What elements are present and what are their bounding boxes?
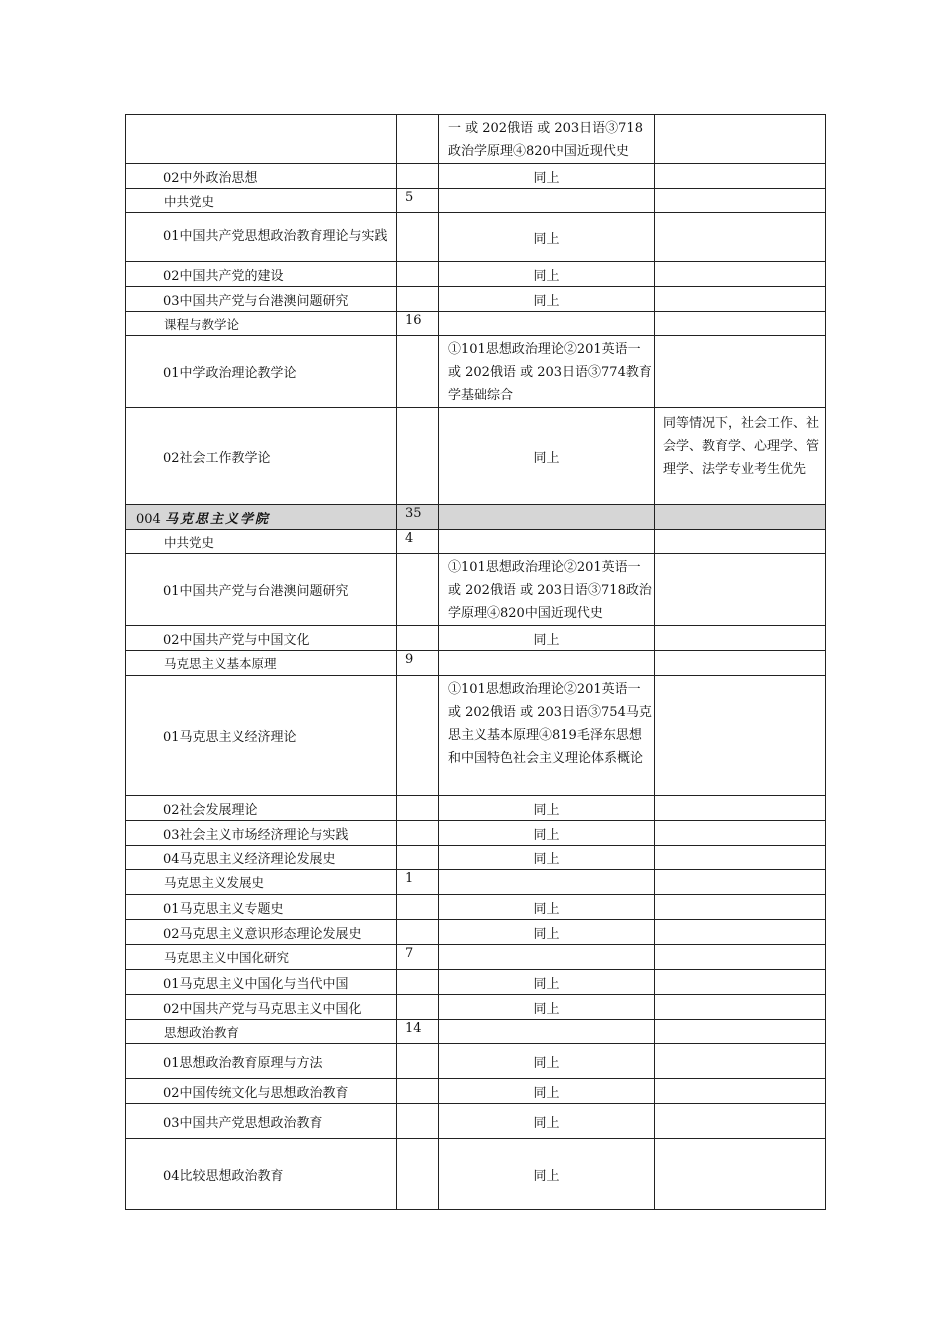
remarks-cell xyxy=(655,1020,826,1044)
exam-subjects-cell xyxy=(439,870,655,895)
exam-subjects-cell: 同上 xyxy=(439,1044,655,1079)
quota-cell: 5 xyxy=(397,189,439,213)
enrollment-table xyxy=(125,114,826,1210)
direction-row xyxy=(126,312,826,336)
remarks-cell xyxy=(655,995,826,1020)
direction-name-cell xyxy=(126,312,397,336)
direction-row xyxy=(126,651,826,676)
quota-cell: 35 xyxy=(397,505,439,530)
table-row xyxy=(126,164,826,189)
table-row xyxy=(126,995,826,1020)
remarks-cell xyxy=(655,164,826,189)
exam-subjects-cell: ①101思想政治理论②201英语一 或 202俄语 或 203日语③754马克思主义基本原理④819毛泽东思想和中国特色社会主义理论体系概论 xyxy=(439,676,655,796)
quota-cell xyxy=(397,164,439,189)
remarks-cell xyxy=(655,895,826,920)
table-row xyxy=(126,287,826,312)
major-name-cell: 02社会发展理论 xyxy=(126,796,397,821)
remarks-cell xyxy=(655,920,826,945)
quota-cell xyxy=(397,287,439,312)
table-row xyxy=(126,821,826,846)
remarks-cell xyxy=(655,554,826,626)
remarks-cell xyxy=(655,213,826,262)
quota-cell xyxy=(397,895,439,920)
exam-subjects-cell: 同上 xyxy=(439,821,655,846)
department-name: 马克思主义学院 xyxy=(164,511,270,527)
table-row xyxy=(126,1104,826,1139)
remarks-cell xyxy=(655,336,826,408)
exam-subjects-cell xyxy=(439,1020,655,1044)
direction-name-cell xyxy=(126,1020,397,1044)
department-row xyxy=(126,505,826,530)
quota-cell xyxy=(397,970,439,995)
quota-cell xyxy=(397,115,439,164)
department-code: 004 xyxy=(136,511,161,527)
exam-subjects-cell: 同上 xyxy=(439,164,655,189)
quota-cell xyxy=(397,796,439,821)
direction-row xyxy=(126,945,826,970)
direction-row xyxy=(126,189,826,213)
exam-subjects-cell xyxy=(439,312,655,336)
major-name-cell: 01中学政治理论教学论 xyxy=(126,336,397,408)
remarks-cell xyxy=(655,626,826,651)
remarks-cell xyxy=(655,115,826,164)
table-row xyxy=(126,408,826,505)
major-name-cell: 01中国共产党思想政治教育理论与实践 xyxy=(126,213,397,262)
quota-cell: 1 xyxy=(397,870,439,895)
quota-cell xyxy=(397,213,439,262)
quota-cell xyxy=(397,995,439,1020)
remarks-cell xyxy=(655,945,826,970)
direction-name: 马克思主义中国化研究 xyxy=(164,950,290,965)
table-body xyxy=(126,115,826,1210)
table-row xyxy=(126,1139,826,1210)
table-row xyxy=(126,554,826,626)
remarks-cell xyxy=(655,287,826,312)
remarks-cell xyxy=(655,505,826,530)
direction-row xyxy=(126,530,826,554)
quota-cell xyxy=(397,554,439,626)
direction-name-cell xyxy=(126,651,397,676)
table-row xyxy=(126,213,826,262)
quota-cell xyxy=(397,1044,439,1079)
exam-subjects-cell: 同上 xyxy=(439,1104,655,1139)
quota-cell xyxy=(397,262,439,287)
exam-subjects-cell: 同上 xyxy=(439,262,655,287)
major-name-cell: 03中国共产党思想政治教育 xyxy=(126,1104,397,1139)
exam-subjects-cell: 同上 xyxy=(439,846,655,870)
direction-name-cell xyxy=(126,945,397,970)
direction-name: 中共党史 xyxy=(164,193,215,209)
major-name-cell: 02社会工作教学论 xyxy=(126,408,397,505)
exam-subjects-cell: 同上 xyxy=(439,213,655,262)
quota-cell xyxy=(397,676,439,796)
remarks-cell xyxy=(655,1079,826,1104)
quota-cell: 14 xyxy=(397,1020,439,1044)
remarks-cell xyxy=(655,530,826,554)
quota-cell: 7 xyxy=(397,945,439,970)
quota-cell xyxy=(397,846,439,870)
major-name-cell: 02中国传统文化与思想政治教育 xyxy=(126,1079,397,1104)
exam-subjects-cell: 同上 xyxy=(439,995,655,1020)
quota-cell: 16 xyxy=(397,312,439,336)
quota-cell xyxy=(397,1139,439,1210)
remarks-cell xyxy=(655,970,826,995)
direction-name-cell xyxy=(126,530,397,554)
remarks-cell xyxy=(655,189,826,213)
remarks-cell xyxy=(655,870,826,895)
direction-row xyxy=(126,1020,826,1044)
major-name-cell xyxy=(126,115,397,164)
direction-name: 马克思主义发展史 xyxy=(164,875,265,890)
direction-name-cell xyxy=(126,870,397,895)
exam-subjects-cell xyxy=(439,945,655,970)
table-row xyxy=(126,1079,826,1104)
exam-subjects-cell xyxy=(439,189,655,213)
major-name-cell: 04比较思想政治教育 xyxy=(126,1139,397,1210)
remarks-cell xyxy=(655,262,826,287)
major-name-cell: 02马克思主义意识形态理论发展史 xyxy=(126,920,397,945)
major-name-cell: 02中国共产党与马克思主义中国化 xyxy=(126,995,397,1020)
remarks-cell: 同等情况下，社会工作、社会学、教育学、心理学、管理学、法学专业考生优先 xyxy=(655,408,826,505)
table-row xyxy=(126,970,826,995)
exam-subjects-cell xyxy=(439,530,655,554)
quota-cell xyxy=(397,336,439,408)
major-name-cell: 03社会主义市场经济理论与实践 xyxy=(126,821,397,846)
remarks-cell xyxy=(655,1104,826,1139)
quota-cell xyxy=(397,1104,439,1139)
direction-name: 课程与教学论 xyxy=(164,316,240,332)
quota-cell xyxy=(397,408,439,505)
exam-subjects-cell: 同上 xyxy=(439,970,655,995)
quota-cell: 9 xyxy=(397,651,439,676)
table-row xyxy=(126,336,826,408)
major-name-cell: 02中国共产党的建设 xyxy=(126,262,397,287)
exam-subjects-cell: 同上 xyxy=(439,895,655,920)
quota-cell xyxy=(397,821,439,846)
exam-subjects-cell xyxy=(439,505,655,530)
direction-row xyxy=(126,870,826,895)
direction-name: 思想政治教育 xyxy=(164,1024,240,1040)
major-name-cell: 01马克思主义专题史 xyxy=(126,895,397,920)
exam-subjects-cell xyxy=(439,651,655,676)
quota-cell xyxy=(397,920,439,945)
exam-subjects-cell: 一 或 202俄语 或 203日语③718政治学原理④820中国近现代史 xyxy=(439,115,655,164)
table-row xyxy=(126,115,826,164)
exam-subjects-cell: 同上 xyxy=(439,920,655,945)
exam-subjects-cell: 同上 xyxy=(439,626,655,651)
exam-subjects-cell: 同上 xyxy=(439,1139,655,1210)
remarks-cell xyxy=(655,1139,826,1210)
table-row xyxy=(126,262,826,287)
exam-subjects-cell: 同上 xyxy=(439,287,655,312)
remarks-cell xyxy=(655,821,826,846)
quota-cell xyxy=(397,626,439,651)
direction-name-cell xyxy=(126,189,397,213)
major-name-cell: 03中国共产党与台港澳问题研究 xyxy=(126,287,397,312)
direction-name: 中共党史 xyxy=(164,534,215,550)
major-name-cell: 02中国共产党与中国文化 xyxy=(126,626,397,651)
major-name-cell: 04马克思主义经济理论发展史 xyxy=(126,846,397,870)
exam-subjects-cell: 同上 xyxy=(439,408,655,505)
table-row xyxy=(126,796,826,821)
exam-subjects-cell: 同上 xyxy=(439,796,655,821)
major-name-cell: 01马克思主义中国化与当代中国 xyxy=(126,970,397,995)
direction-name: 马克思主义基本原理 xyxy=(164,656,277,671)
remarks-cell xyxy=(655,796,826,821)
table-row xyxy=(126,626,826,651)
major-name-cell: 01马克思主义经济理论 xyxy=(126,676,397,796)
remarks-cell xyxy=(655,676,826,796)
quota-cell: 4 xyxy=(397,530,439,554)
exam-subjects-cell: ①101思想政治理论②201英语一 或 202俄语 或 203日语③718政治学原理④820中国近现代史 xyxy=(439,554,655,626)
table-row xyxy=(126,920,826,945)
table-row xyxy=(126,895,826,920)
remarks-cell xyxy=(655,846,826,870)
table-row xyxy=(126,846,826,870)
quota-cell xyxy=(397,1079,439,1104)
table-row xyxy=(126,1044,826,1079)
remarks-cell xyxy=(655,651,826,676)
major-name-cell: 01中国共产党与台港澳问题研究 xyxy=(126,554,397,626)
remarks-cell xyxy=(655,312,826,336)
exam-subjects-cell: 同上 xyxy=(439,1079,655,1104)
remarks-cell xyxy=(655,1044,826,1079)
exam-subjects-cell: ①101思想政治理论②201英语一 或 202俄语 或 203日语③774教育学基础综合 xyxy=(439,336,655,408)
table-row xyxy=(126,676,826,796)
major-name-cell: 02中外政治思想 xyxy=(126,164,397,189)
major-name-cell: 01思想政治教育原理与方法 xyxy=(126,1044,397,1079)
department-cell xyxy=(126,505,397,530)
